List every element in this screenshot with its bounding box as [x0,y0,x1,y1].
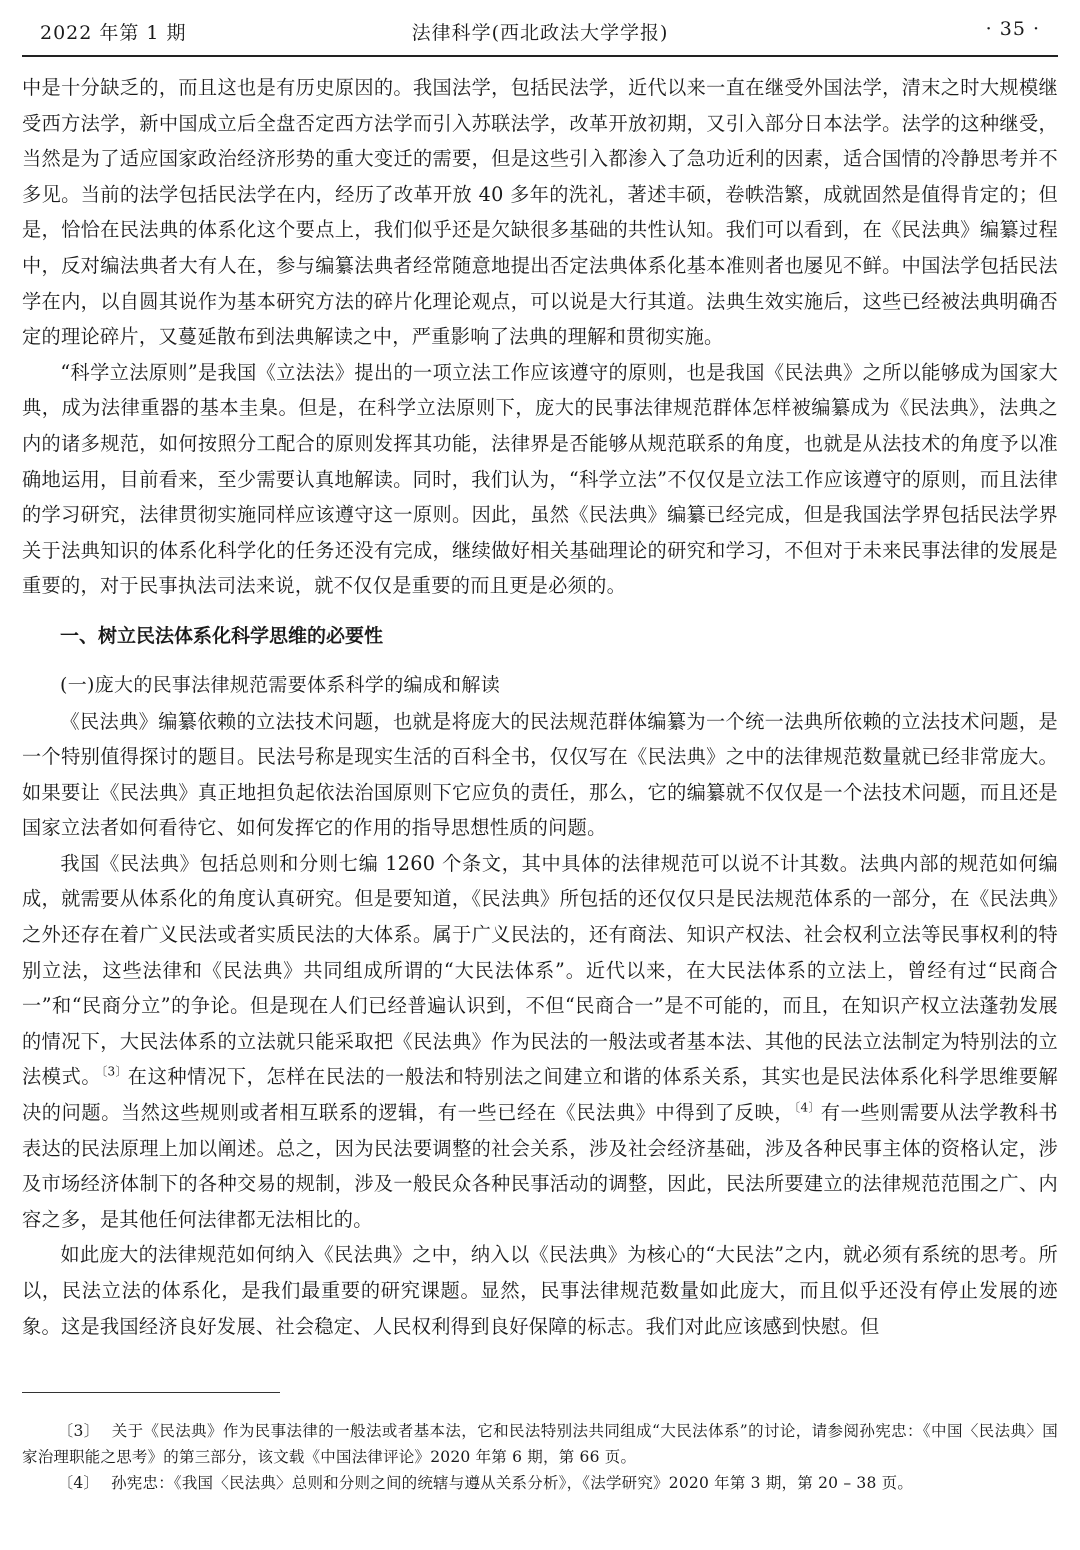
footnote-ref-3[interactable]: 〔3〕 [101,1065,128,1080]
header-rule [22,55,1058,57]
main-text [22,70,1058,1344]
paragraph-text: 有一些则需要从法学教科书表达的民法原理上加以阐述。总之，因为民法要调整的社会关系，涉及社会经济基础，涉及各种民事主体的资格认定，涉及市场经济体制下的各种交易的规制，涉及一般民众各种民事活动的调整，因此，民法所要建立的法律规范范围之广、内容之多，是其他任何法律都无法相比的。 [22,1101,1058,1231]
paragraph-continued: 中是十分缺乏的，而且这也是有历史原因的。我国法学，包括民法学，近代以来一直在继受外国法学，清末之时大规模继受西方法学，新中国成立后全盘否定西方法学而引入苏联法学，改革开放初期，又引入部分日本法学。法学的这种继受，当然是为了适应国家政治经济形势的重大变迁的需要，但是这些引入都渗入了急功近利的因素，适合国情的冷静思考并不多见。当前的法学包括民法学在内，经历了改革开放 40 多年的洗礼，著述丰硕，卷帙浩繁，成就固然是值得肯定的；但是，恰恰在民法典的体系化这个要点上，我们似乎还是欠缺很多基础的共性认知。我们可以看到，在《民法典》编纂过程中，反对编法典者大有人在，参与编纂法典者经常随意地提出否定法典体系化基本准则者也屡见不鲜。中国法学包括民法学在内，以自圆其说作为基本研究方法的碎片化理论观点，可以说是大行其道。法典生效实施后，这些已经被法典明确否定的理论碎片，又蔓延散布到法典解读之中，严重影响了法典的理解和贯彻实施。 [22,76,1058,349]
paragraph-systematization: 如此庞大的法律规范如何纳入《民法典》之中，纳入以《民法典》为核心的“大民法”之内，就必须有系统的思考。所以，民法立法的体系化，是我们最重要的研究课题。显然，民事法律规范数量如此庞大，而且似乎还没有停止发展的迹象。这是我国经济良好发展、社会稳定、人民权利得到良好保障的标志。我们对此应该感到快慰。但 [22,1243,1058,1338]
paragraph-text: 在这种情况下，怎样在民法的一般法和特别法之间建立和谐的体系关系，其实也是民法体系化科学思维要解决的问题。当然这些规则或者相互联系的逻辑，有一些已经在《民法典》中得到了反映， [22,1065,1058,1125]
section-heading: 一、树立民法体系化科学思维的必要性 [60,624,384,647]
paragraph-codification-technique: 《民法典》编纂依赖的立法技术问题，也就是将庞大的民法规范群体编纂为一个统一法典所依赖的立法技术问题，是一个特别值得探讨的题目。民法号称是现实生活的百科全书，仅仅写在《民法典》之中的法律规范数量就已经非常庞大。如果要让《民法典》真正地担负起依法治国原则下它应负的责任，那么，它的编纂就不仅仅是一个法技术问题，而且还是国家立法者如何看待它、如何发挥它的作用的指导思想性质的问题。 [22,709,1058,840]
journal-title: 法律科学(西北政法大学学报) [411,22,669,44]
issue-label: 2022 年第 1 期 [40,22,187,44]
subsection-heading: (一)庞大的民事法律规范需要体系科学的编成和解读 [60,673,501,696]
running-header [0,0,1080,66]
page-number: · 35 · [985,18,1040,40]
footnote-separator [22,1392,280,1393]
footnote-4 [22,1470,1058,1496]
footnote-ref-4[interactable]: 〔4〕 [794,1100,821,1115]
paragraph-civil-law-system [22,846,1058,1238]
footnote-text: 孙宪忠：《我国〈民法典〉总则和分则之间的统辖与遵从关系分析》，《法学研究》2020 年第 3 期，第 20 – 38 页。 [111,1474,914,1492]
footnote-text: 关于《民法典》作为民事法律的一般法或者基本法，它和民法特别法共同组成“大民法体系”的讨论，请参阅孙宪忠：《中国〈民法典〉国家治理职能之思考》的第三部分，该文载《中国法律评论》2020 年第 6 期，第 66 页。 [22,1422,1058,1466]
footnote-mark: 〔3〕 [57,1422,100,1440]
paragraph-scientific-legislation: “科学立法原则”是我国《立法法》提出的一项立法工作应该遵守的原则，也是我国《民法典》之所以能够成为国家大典，成为法律重器的基本圭臬。但是，在科学立法原则下，庞大的民事法律规范群体怎样被编纂成为《民法典》，法典之内的诸多规范，如何按照分工配合的原则发挥其功能，法律界是否能够从规范联系的角度，也就是从法技术的角度予以准确地运用，目前看来，至少需要认真地解读。同时，我们认为，“科学立法”不仅仅是立法工作应该遵守的原则，而且法律的学习研究，法律贯彻实施同样应该遵守这一原则。因此，虽然《民法典》编纂已经完成，但是我国法学界包括民法学界关于法典知识的体系化科学化的任务还没有完成，继续做好相关基础理论的研究和学习，不但对于未来民事法律的发展是重要的，对于民事执法司法来说，就不仅仅是重要的而且更是必须的。 [22,360,1058,598]
footnotes [22,1418,1058,1496]
footnote-mark: 〔4〕 [57,1474,100,1492]
footnote-3 [22,1418,1058,1470]
paragraph-text: 我国《民法典》包括总则和分则七编 1260 个条文，其中具体的法律规范可以说不计其数。法典内部的规范如何编成，就需要从体系化的角度认真研究。但是要知道，《民法典》所包括的还仅仅只是民法规范体系的一部分，在《民法典》之外还存在着广义民法或者实质民法的大体系。属于广义民法的，还有商法、知识产权法、社会权利立法等民事权利的特别立法，这些法律和《民法典》共同组成所谓的“大民法体系”。近代以来，在大民法体系的立法上，曾经有过“民商合一”和“民商分立”的争论。但是现在人们已经普遍认识到，不但“民商合一”是不可能的，而且，在知识产权立法蓬勃发展的情况下，大民法体系的立法就只能采取把《民法典》作为民法的一般法或者基本法、其他的民法立法制定为特别法的立法模式。 [22,851,1058,1089]
